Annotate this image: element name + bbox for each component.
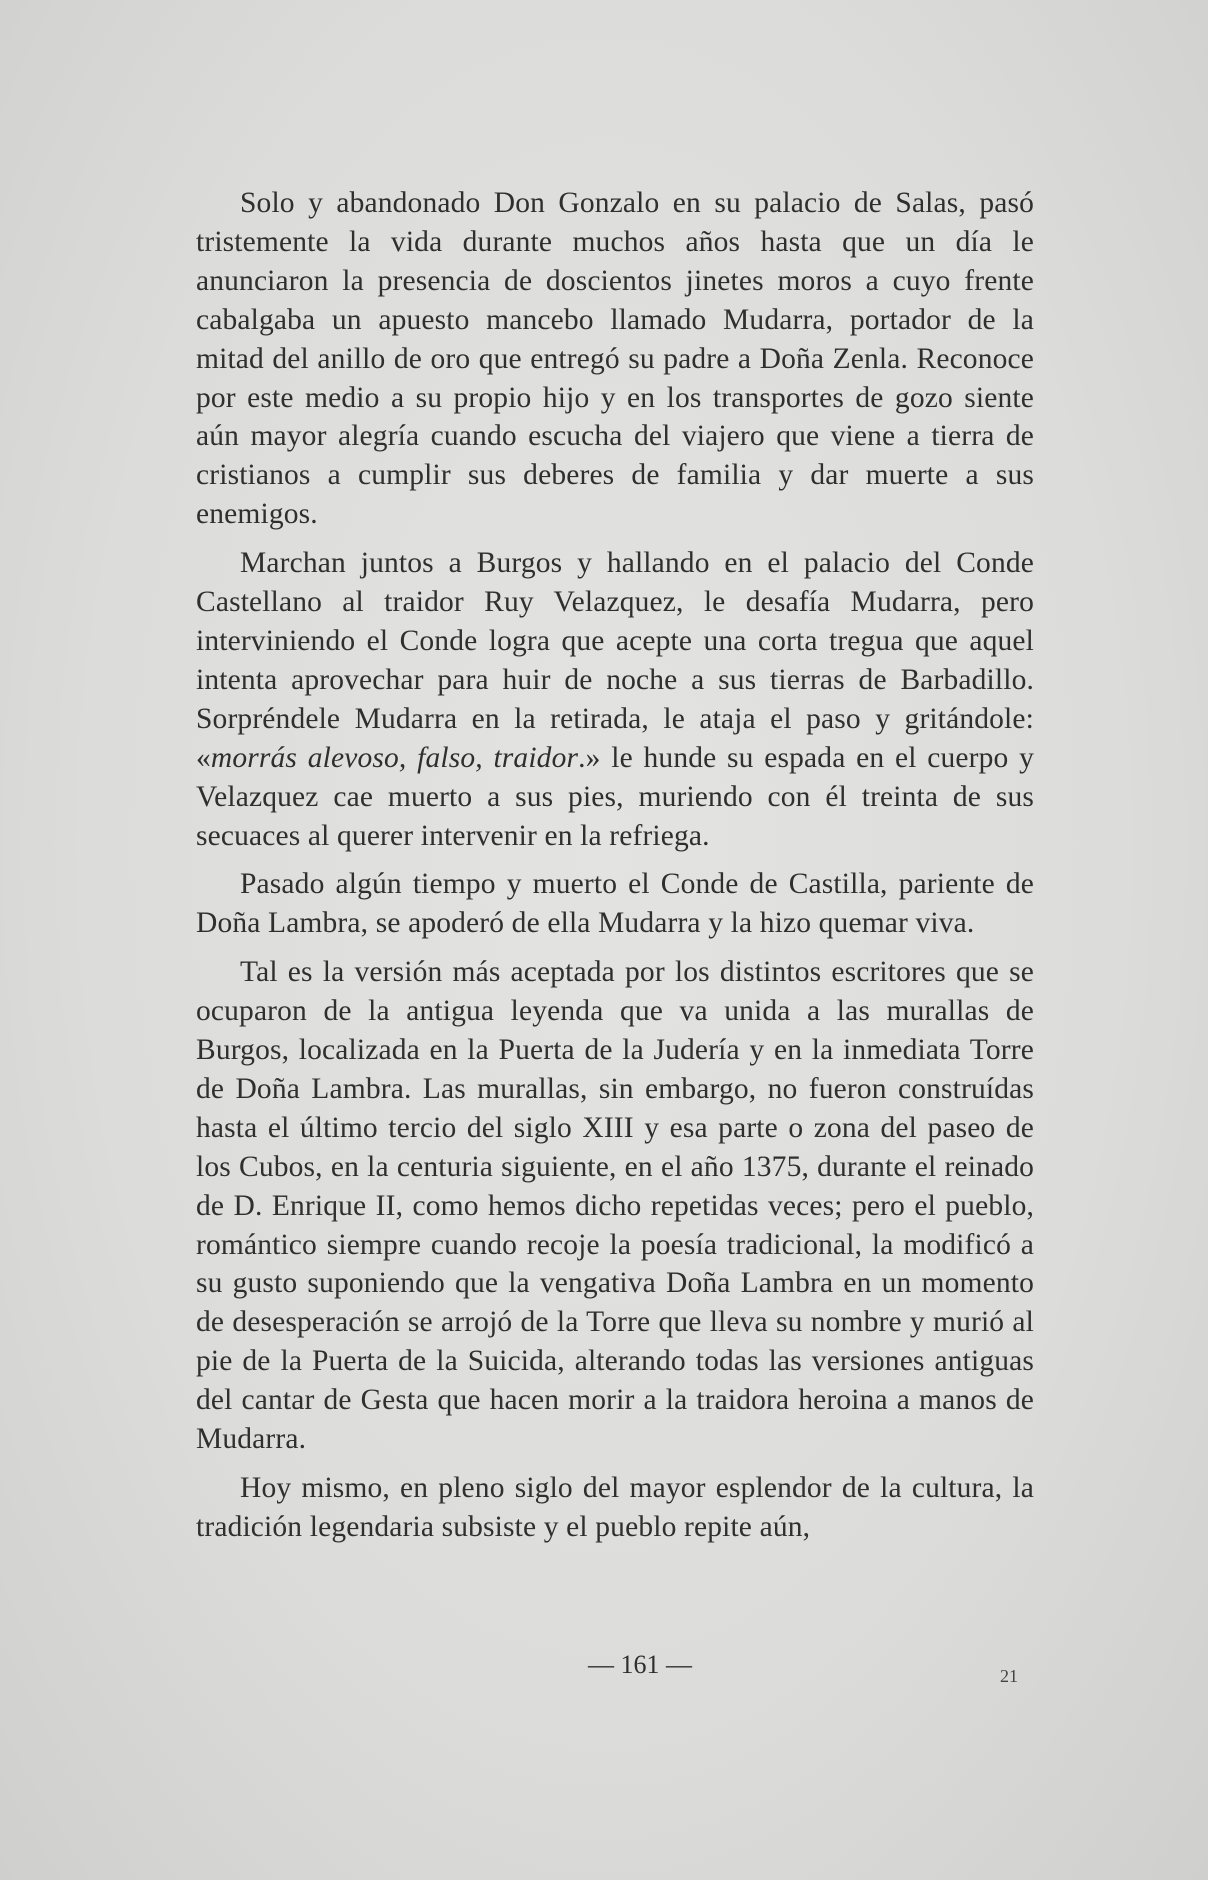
signature-mark: 21 bbox=[1000, 1666, 1018, 1686]
paragraph-5: Hoy mismo, en pleno siglo del mayor esplendor de la cultura, la tradición legendaria subsiste y el pueblo repite aún, bbox=[196, 1472, 1034, 1543]
paragraph-2 bbox=[196, 544, 1034, 855]
paragraph-2-after: .» le hunde su espada en el cuerpo y Velazquez cae muerto a sus pies, muriendo con él treinta de sus secuaces al querer intervenir en la refriega. bbox=[196, 741, 1034, 852]
paragraph-2-quote: morrás alevoso, falso, traidor bbox=[210, 741, 579, 774]
paragraph-2-before: Marchan juntos a Burgos y hallando en el palacio del Conde Castellano al traidor Ruy Velazquez, le desafía Mudarra, pero interviniendo el Conde logra que acepte una corta tregua que aquel intenta aprovechar para huir de noche a sus tierras de Barbadillo. Sorpréndele Mudarra en la retirada, le ataja el paso y gritándole: « bbox=[196, 547, 1034, 774]
paragraph-4: Tal es la versión más aceptada por los distintos escritores que se ocuparon de la antigua leyenda que va unida a las murallas de Burgos, localizada en la Puerta de la Judería y en la inmediata Torre de Doña Lambra. Las murallas, sin embargo, no fueron construídas hasta el último tercio del siglo XIII y esa parte o zona del paseo de los Cubos, en la centuria siguiente, en el año 1375, durante el reinado de D. Enrique II, como hemos dicho repetidas veces; pero el pueblo, romántico siempre cuando recoje la poesía tradicional, la modificó a su gusto suponiendo que la vengativa Doña Lambra en un momento de desesperación se arrojó de la Torre que lleva su nombre y murió al pie de la Puerta de la Suicida, alterando todas las versiones antiguas del cantar de Gesta que hacen morir a la traidora heroina a manos de Mudarra. bbox=[196, 956, 1034, 1456]
page-number: — 161 — bbox=[588, 1650, 692, 1679]
body-text bbox=[196, 184, 1034, 1557]
paragraph-3: Pasado algún tiempo y muerto el Conde de Castilla, pariente de Doña Lambra, se apoderó de ella Mudarra y la hizo quemar viva. bbox=[196, 868, 1034, 940]
paragraph-1: Solo y abandonado Don Gonzalo en su palacio de Salas, pasó tristemente la vida durante muchos años hasta que un día le anunciaron la presencia de doscientos jinetes moros a cuyo frente cabalgaba un apuesto mancebo llamado Mudarra, portador de la mitad del anillo de oro que entregó su padre a Doña Zenla. Reconoce por este medio a su propio hijo y en los transportes de gozo siente aún mayor alegría cuando escucha del viajero que viene a tierra de cristianos a cumplir sus deberes de familia y dar muerte a sus enemigos. bbox=[196, 187, 1034, 531]
